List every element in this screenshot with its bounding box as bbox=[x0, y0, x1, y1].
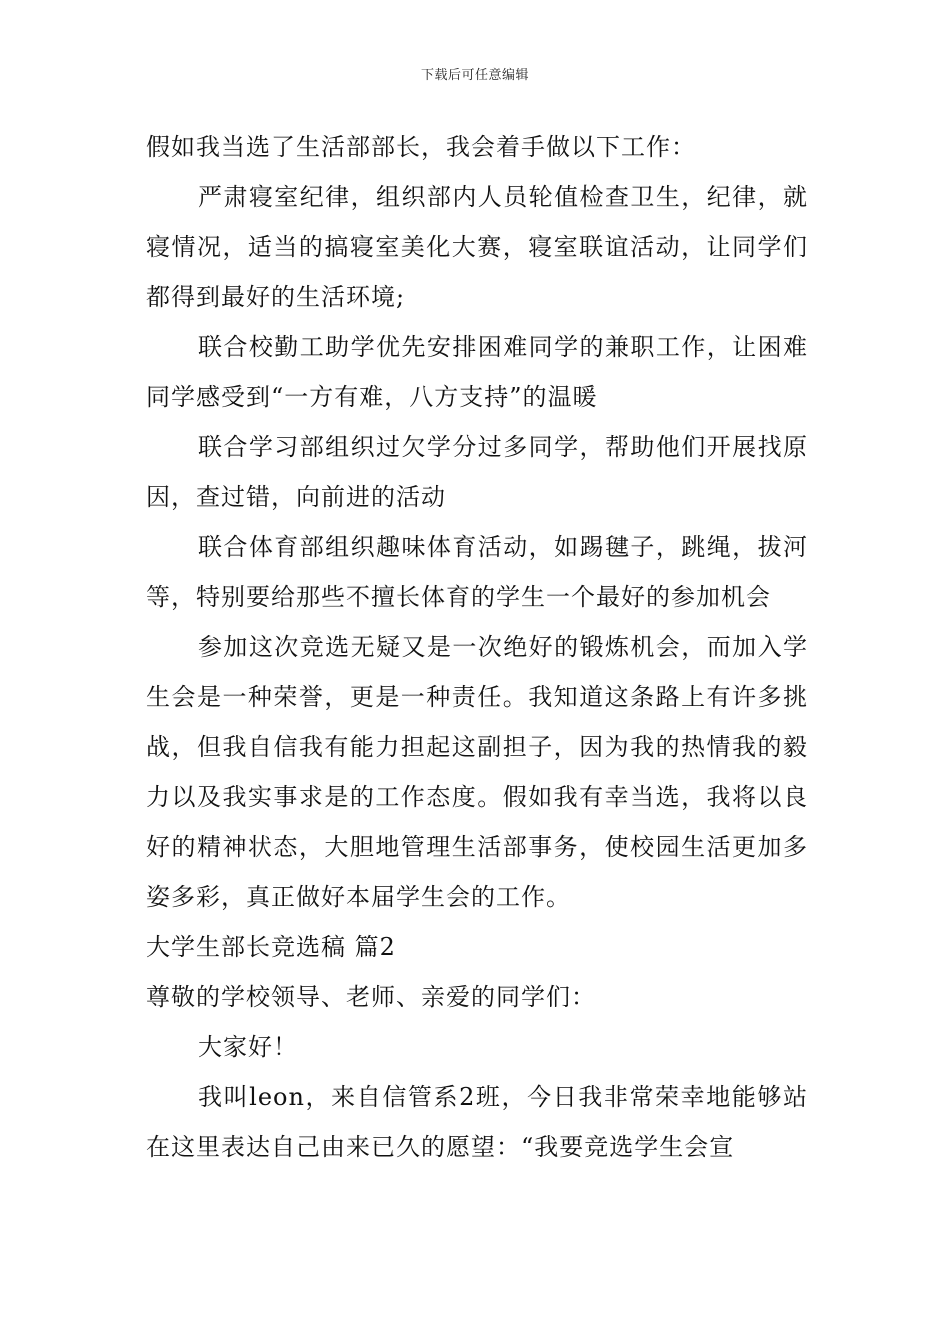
paragraph: 联合校勤工助学优先安排困难同学的兼职工作，让困难同学感受到“一方有难，八方支持”的温暖 bbox=[146, 333, 808, 411]
section-title: 大学生部长竞选稿 篇2 bbox=[146, 933, 396, 961]
paragraph: 联合体育部组织趣味体育活动，如踢毽子，跳绳，拔河等，特别要给那些不擅长体育的学生一个最好的参加机会 bbox=[146, 533, 808, 611]
paragraph: 严肃寝室纪律，组织部内人员轮值检查卫生，纪律，就寝情况，适当的搞寝室美化大赛，寝室联谊活动，让同学们都得到最好的生活环境; bbox=[146, 183, 808, 311]
paragraph: 参加这次竞选无疑又是一次绝好的锻炼机会，而加入学生会是一种荣誉，更是一种责任。我知道这条路上有许多挑战，但我自信我有能力担起这副担子，因为我的热情我的毅力以及我实事求是的工作态度。假如我有幸当选，我将以良好的精神状态，大胆地管理生活部事务，使校园生活更加多姿多彩，真正做好本届学生会的工作。 bbox=[146, 633, 808, 911]
paragraph: 假如我当选了生活部部长，我会着手做以下工作： bbox=[146, 133, 696, 161]
paragraph: 联合学习部组织过欠学分过多同学，帮助他们开展找原因，查过错，向前进的活动 bbox=[146, 433, 808, 511]
page-header: 下载后可任意编辑 bbox=[420, 68, 529, 83]
greeting: 大家好！ bbox=[198, 1033, 298, 1061]
paragraph: 我叫leon，来自信管系2班，今日我非常荣幸地能够站在这里表达自己由来已久的愿望：“我要竞选学生会宣 bbox=[146, 1083, 808, 1161]
document-body bbox=[146, 122, 808, 1172]
salutation: 尊敬的学校领导、老师、亲爱的同学们： bbox=[146, 983, 596, 1011]
